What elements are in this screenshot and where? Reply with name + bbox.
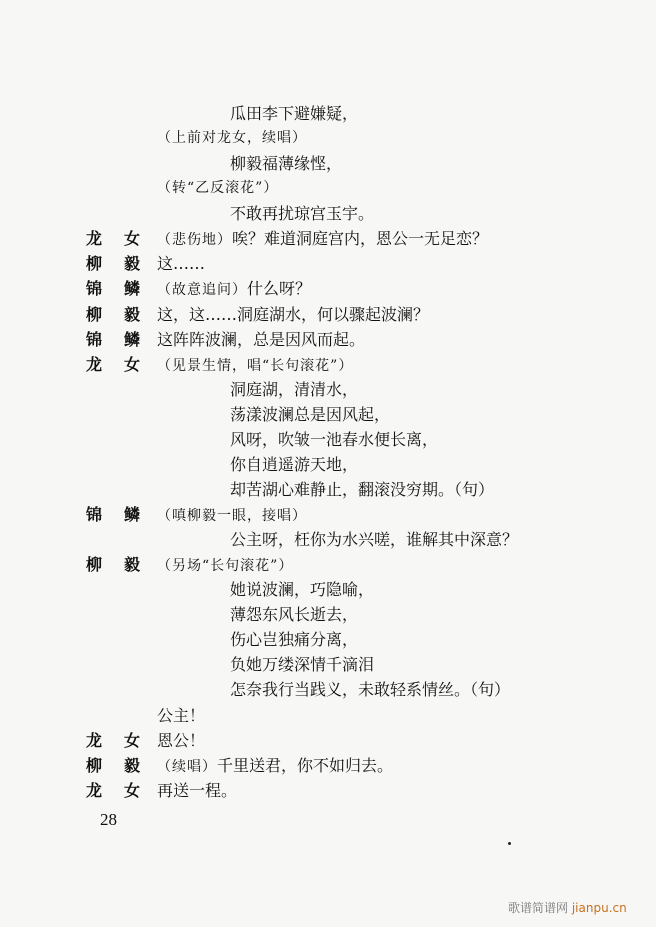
lyric-line	[0, 427, 656, 452]
watermark-site-name: 歌谱简谱网	[508, 901, 569, 915]
dialogue-content	[157, 276, 311, 303]
speaker-name-char: 龙	[86, 780, 103, 800]
watermark-url: jianpu.cn	[571, 901, 627, 915]
speaker-name-char: 女	[124, 780, 141, 800]
lyric-line	[0, 477, 656, 502]
dialogue-line	[0, 276, 656, 301]
lyric-text: 公主呀，枉你为水兴嗟，谁解其中深意？	[230, 530, 519, 550]
lyric-line	[0, 652, 656, 677]
lyric-line	[0, 577, 656, 602]
dialogue-text: 公主！	[157, 705, 206, 725]
dialogue-line	[0, 753, 656, 778]
dialogue-text: 什么呀？	[247, 279, 312, 299]
lyric-text: 荡漾波澜总是因风起，	[230, 404, 391, 424]
lyric-line	[0, 527, 656, 552]
dialogue-content	[157, 552, 293, 579]
lyric-line	[0, 627, 656, 652]
dialogue-content	[157, 226, 488, 253]
lyric-text: 负她万缕深情千滴泪	[230, 655, 375, 675]
dialogue-line	[0, 703, 656, 728]
dialogue-line	[0, 302, 656, 327]
dialogue-content	[157, 778, 237, 803]
speaker-name-char: 女	[124, 354, 141, 374]
lyric-line	[0, 452, 656, 477]
lyric-line	[0, 602, 656, 627]
lyric-text: 怎奈我行当践义，未敢轻系情丝。（句）	[230, 680, 511, 700]
stage-direction: （故意追问）	[157, 282, 247, 299]
watermark	[508, 899, 627, 916]
speaker-name-char: 锦	[86, 505, 103, 524]
dialogue-line	[0, 226, 656, 251]
stage-direction: （上前对龙女，续唱）	[157, 130, 307, 147]
stage-direction: （另场“长句滚花”）	[157, 558, 294, 575]
speaker-name-char: 鳞	[124, 329, 141, 349]
lyric-line	[0, 377, 656, 402]
speaker-name-char: 鳞	[124, 279, 141, 299]
dialogue-content	[157, 703, 205, 728]
speaker-name-char: 龙	[86, 354, 103, 374]
speaker-name-char: 柳	[86, 304, 103, 324]
dialogue-content	[157, 753, 393, 780]
lyric-text: 风呀，吹皱一池春水便长离，	[230, 429, 439, 449]
dialogue-text: 恩公！	[157, 730, 206, 750]
dialogue-content	[157, 502, 307, 529]
lyric-line	[0, 101, 656, 126]
lyric-line	[0, 677, 656, 702]
stage-direction-line	[0, 176, 656, 201]
dialogue-content	[157, 728, 205, 753]
dialogue-line	[0, 251, 656, 276]
speaker-name-char: 鳞	[124, 505, 141, 524]
speaker-name-char: 锦	[86, 279, 103, 299]
lyric-text: 你自逍遥游天地，	[230, 454, 359, 474]
speaker-name-char: 柳	[86, 555, 103, 575]
dialogue-line	[0, 327, 656, 352]
dialogue-text: 唉？难道洞庭宫内，恩公一无足恋？	[232, 229, 489, 249]
stage-direction: （悲伤地）	[157, 232, 232, 249]
speaker-name-char: 锦	[86, 329, 103, 349]
dialogue-text: 这，这……洞庭湖水，何以骤起波澜？	[157, 304, 430, 324]
dialogue-line	[0, 352, 656, 377]
stage-direction: （嗔柳毅一眼，接唱）	[157, 508, 307, 524]
dialogue-text: 这阵阵波澜，总是因风而起。	[157, 329, 366, 349]
speaker-name-char: 柳	[86, 254, 103, 274]
dialogue-line	[0, 778, 656, 803]
lyric-text: 柳毅福薄缘悭，	[230, 154, 343, 174]
lyric-line	[0, 201, 656, 226]
speaker-name-char: 毅	[124, 304, 141, 324]
lyric-text: 她说波澜，巧隐喻，	[230, 580, 375, 600]
dialogue-line	[0, 552, 656, 577]
lyric-line	[0, 151, 656, 176]
speaker-name-char: 龙	[86, 730, 103, 750]
stage-direction: （转“乙反滚花”）	[157, 180, 279, 197]
lyric-text: 洞庭湖，清清水，	[230, 379, 359, 399]
dialogue-line	[0, 502, 656, 527]
dialogue-line	[0, 728, 656, 753]
page-number: 28	[100, 810, 117, 829]
stage-direction-line	[0, 126, 656, 151]
dialogue-content	[157, 327, 365, 352]
lyric-text: 伤心岂独痛分离，	[230, 630, 359, 650]
lyric-text: 却苦湖心难静止，翻滚没穷期。（句）	[230, 479, 495, 499]
dialogue-text: 这……	[157, 254, 206, 274]
dialogue-content	[157, 352, 353, 379]
speaker-name-char: 毅	[124, 755, 141, 775]
speaker-name-char: 龙	[86, 229, 103, 249]
dialogue-content	[157, 251, 205, 276]
lyric-text: 瓜田李下避嫌疑，	[230, 104, 359, 123]
speaker-name-char: 女	[124, 229, 141, 249]
stage-direction: （续唱）	[157, 758, 217, 775]
dialogue-text: 千里送君，你不如归去。	[217, 755, 394, 775]
speaker-name-char: 毅	[124, 254, 141, 274]
dialogue-text: 再送一程。	[157, 780, 238, 800]
stage-direction: （见景生情，唱“长句滚花”）	[157, 357, 354, 374]
speaker-name-char: 柳	[86, 755, 103, 775]
dialogue-content	[157, 302, 429, 327]
lyric-text: 薄怨东风长逝去，	[230, 605, 359, 625]
speaker-name-char: 毅	[124, 555, 141, 575]
lyric-text: 不敢再扰琼宫玉宇。	[230, 204, 375, 224]
lyric-line	[0, 402, 656, 427]
speaker-name-char: 女	[124, 730, 141, 750]
scan-speck	[508, 842, 511, 845]
script-text	[0, 101, 656, 803]
